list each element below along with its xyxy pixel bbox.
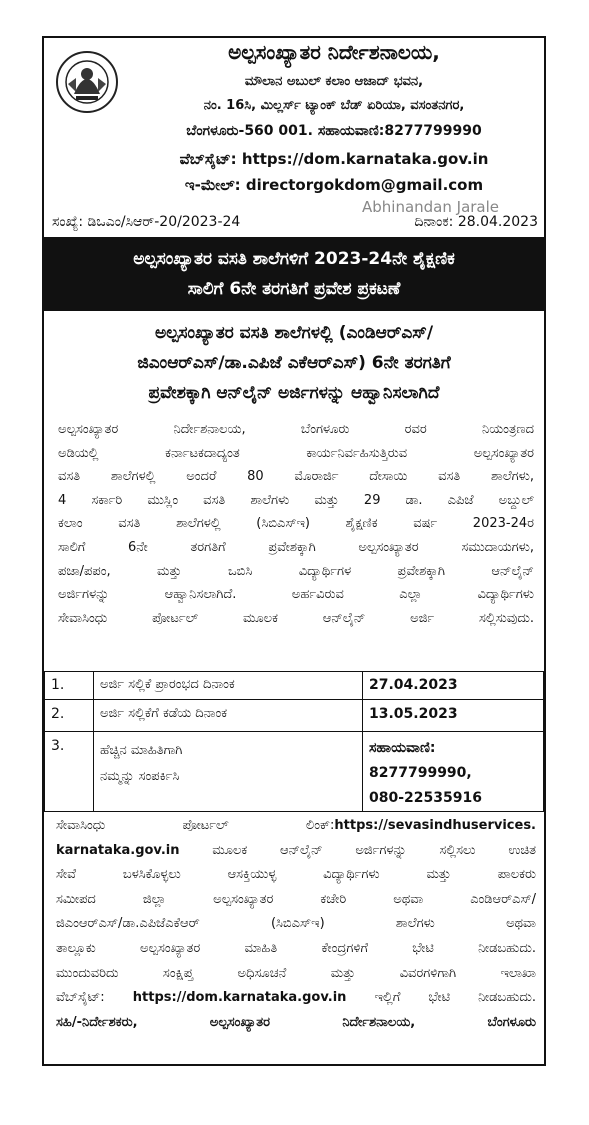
reference-number: ಸಂಖ್ಯೆ: ಡಿಒಎಂ/ಸಿಆರ್-20/2023-24: [52, 214, 241, 230]
body-line: ಪಜಾ/ಪಪಂ, ಮತ್ತು ಒಬಿಸಿ ವಿದ್ಯಾರ್ಥಿಗಳ ಪ್ರವೇಶಕ್ಕಾಗಿ ಆನ್‌ಲೈನ್: [58, 563, 534, 579]
dom-website-link[interactable]: https://dom.karnataka.gov.in: [132, 990, 347, 1006]
subheading: [44, 318, 544, 408]
body-line: 4 ಸರ್ಕಾರಿ ಮುಸ್ಲಿಂ ವಸತಿ ಶಾಲೆಗಳು ಮತ್ತು 29 ಡಾ. ಎಪಿಜೆ ಅಬ್ದುಲ್: [58, 492, 534, 508]
website-label: ವೆಬ್‌ಸೈಟ್:: [56, 990, 105, 1006]
footer-line: ಜಿಎಂಆರ್‌ಎಸ್/ಡಾ.ಎಪಿಜೆಎಕೆಆರ್ (ಸಿಬಿಎಸ್‌ಇ) ಶಾಲೆಗಳು ಅಥವಾ: [56, 916, 536, 932]
body-line: ಸಾಲಿಗೆ 6ನೇ ತರಗತಿಗೆ ಪ್ರವೇಶಕ್ಕಾಗಿ ಅಲ್ಪಸಂಖ್ಯಾತರ ಸಮುದಾಯಗಳು,: [58, 539, 534, 555]
banner-line-1: ಅಲ್ಪಸಂಖ್ಯಾತರ ವಸತಿ ಶಾಲೆಗಳಿಗೆ 2023-24ನೇ ಶೈಕ್ಷಣಿಕ: [133, 249, 455, 269]
advertisement-notice: [42, 36, 546, 1066]
watermark: Abhinandan Jarale: [362, 198, 500, 216]
schedule-table: [44, 671, 544, 812]
row-value: 13.05.2023: [363, 700, 544, 732]
website-link[interactable]: https://dom.karnataka.gov.in: [241, 150, 489, 168]
row-label: ಅರ್ಜಿ ಸಲ್ಲಿಕೆ ಪ್ರಾರಂಭದ ದಿನಾಂಕ: [94, 672, 363, 700]
address-line-1: ಮೌಲಾನ ಅಬುಲ್ ಕಲಾಂ ಆಜಾದ್ ಭವನ,: [244, 74, 424, 89]
body-line: ಕಲಾಂ ವಸತಿ ಶಾಲೆಗಳಲ್ಲಿ (ಸಿಬಿಎಸ್‌ಇ) ಶೈಕ್ಷಣಿಕ ವರ್ಷ 2023-24ರ: [58, 516, 534, 532]
subheading-line-2: ಜಿಎಂಆರ್‌ಎಸ್/ಡಾ.ಎಪಿಜೆ ಎಕೆಆರ್‌ಎಸ್) 6ನೇ ತರಗತಿಗೆ: [137, 353, 451, 373]
footer-paragraph: [56, 814, 536, 1035]
footer-line: ಸೇವೆ ಬಳಸಿಕೊಳ್ಳಲು ಆಸಕ್ತಿಯುಳ್ಳ ವಿದ್ಯಾರ್ಥಿಗಳು ಮತ್ತು ಪಾಲಕರು: [56, 867, 536, 883]
footer-line: [56, 986, 536, 1011]
reference-date: ದಿನಾಂಕ: 28.04.2023: [414, 214, 538, 230]
row-label: [94, 732, 363, 812]
row-number: 3.: [45, 732, 94, 812]
footer-text: ಮೂಲಕ ಆನ್‌ಲೈನ್ ಅರ್ಜಿಗಳನ್ನು ಸಲ್ಲಿಸಲು ಉಚಿತ: [212, 842, 536, 858]
body-line: ಅರ್ಜಿಗಳನ್ನು ಆಹ್ವಾನಿಸಲಾಗಿದೆ. ಅರ್ಹವಿರುವ ಎಲ್ಲಾ ವಿದ್ಯಾರ್ಥಿಗಳು: [58, 587, 534, 603]
helpline-number-1: 8277799990,: [369, 765, 472, 781]
banner-line-2: ಸಾಲಿಗೆ 6ನೇ ತರಗತಿಗೆ ಪ್ರವೇಶ ಪ್ರಕಟಣೆ: [187, 279, 401, 299]
footer-line: ಸಮೀಪದ ಜಿಲ್ಲಾ ಅಲ್ಪಸಂಖ್ಯಾತರ ಕಚೇರಿ ಅಥವಾ ಎಂಡಿಆರ್‌ಎಸ್/: [56, 891, 536, 907]
email-label: ಇ-ಮೇಲ್:: [184, 176, 241, 194]
address-line-3: ಬೆಂಗಳೂರು-560 001. ಸಹಾಯವಾಣಿ:8277799990: [186, 123, 482, 139]
body-line: ಅಡಿಯಲ್ಲಿ ಕರ್ನಾಟಕದಾದ್ಯಂತ ಕಾರ್ಯನಿರ್ವಹಿಸುತ್ತಿರುವ ಅಲ್ಪಸಂಖ್ಯಾತರ: [58, 445, 534, 461]
contact-label-1: ಹೆಚ್ಚಿನ ಮಾಹಿತಿಗಾಗಿ: [100, 743, 183, 758]
website-label: ವೆಬ್‌ಸೈಟ್:: [179, 150, 237, 168]
helpline-number-2: 080-22535916: [369, 790, 482, 806]
email-line: [124, 176, 544, 194]
footer-line: [56, 839, 536, 864]
sevasindhu-link-cont[interactable]: karnataka.gov.in: [56, 842, 180, 858]
row-number: 2.: [45, 700, 94, 732]
signature-line: ಸಹಿ/-ನಿರ್ದೇಶಕರು, ಅಲ್ಪಸಂಖ್ಯಾತರ ನಿರ್ದೇಶನಾಲಯ, ಬೆಂಗಳೂರು: [56, 1014, 536, 1030]
subheading-line-1: ಅಲ್ಪಸಂಖ್ಯಾತರ ವಸತಿ ಶಾಲೆಗಳಲ್ಲಿ (ಎಂಡಿಆರ್‌ಎಸ್/: [154, 323, 434, 343]
row-number: 1.: [45, 672, 94, 700]
table-row: [45, 700, 544, 732]
row-label: ಅರ್ಜಿ ಸಲ್ಲಿಕೆಗೆ ಕಡೆಯ ದಿನಾಂಕ: [94, 700, 363, 732]
address-line-2: ನಂ. 16ಸಿ, ಮಿಲ್ಲರ್ಸ್ ಟ್ಯಾಂಕ್ ಬೆಡ್ ಏರಿಯಾ, ವಸಂತನಗರ,: [203, 98, 465, 113]
footer-line: ತಾಲ್ಲೂಕು ಅಲ್ಪಸಂಖ್ಯಾತರ ಮಾಹಿತಿ ಕೇಂದ್ರಗಳಿಗೆ ಭೇಟಿ ನೀಡಬಹುದು.: [56, 940, 536, 956]
helpline-label: ಸಹಾಯವಾಣಿ:: [369, 740, 436, 756]
letterhead: [44, 38, 544, 238]
directorate-title: ಅಲ್ಪಸಂಖ್ಯಾತರ ನಿರ್ದೇಶನಾಲಯ,: [228, 40, 440, 64]
announcement-banner: [44, 237, 544, 311]
footer-line: [56, 814, 536, 839]
sevasindhu-link[interactable]: https://sevasindhuservices.: [334, 818, 536, 833]
portal-label: ಸೇವಾಸಿಂಧು ಪೋರ್ಟಲ್ ಲಿಂಕ್:: [56, 818, 335, 833]
table-row: [45, 672, 544, 700]
footer-line: ಮುಂದುವರಿದು ಸಂಕ್ಷಿಪ್ತ ಅಧಿಸೂಚನೆ ಮತ್ತು ವಿವರಗಳಿಗಾಗಿ ಇಲಾಖಾ: [56, 965, 536, 981]
table-row: [45, 732, 544, 812]
row-value: [363, 732, 544, 812]
email-link[interactable]: directorgokdom@gmail.com: [245, 176, 484, 194]
row-value: 27.04.2023: [363, 672, 544, 700]
body-line: ಸೇವಾಸಿಂಧು ಪೋರ್ಟಲ್ ಮೂಲಕ ಆನ್‌ಲೈನ್ ಅರ್ಜಿ ಸಲ್ಲಿಸುವುದು.: [58, 610, 534, 626]
website-line: [124, 150, 544, 168]
body-paragraph: [58, 418, 534, 630]
contact-label-2: ನಮ್ಮನ್ನು ಸಂಪರ್ಕಿಸಿ: [100, 769, 180, 784]
body-line: ವಸತಿ ಶಾಲೆಗಳಲ್ಲಿ ಅಂದರೆ 80 ಮೊರಾರ್ಜಿ ದೇಸಾಯಿ ವಸತಿ ಶಾಲೆಗಳು,: [58, 469, 534, 485]
subheading-line-3: ಪ್ರವೇಶಕ್ಕಾಗಿ ಆನ್‌ಲೈನ್ ಅರ್ಜಿಗಳನ್ನು ಆಹ್ವಾನಿಸಲಾಗಿದೆ: [148, 383, 440, 403]
footer-text: ಇಲ್ಲಿಗೆ ಭೇಟಿ ನೀಡಬಹುದು.: [374, 990, 537, 1006]
body-line: ಅಲ್ಪಸಂಖ್ಯಾತರ ನಿರ್ದೇಶನಾಲಯ, ಬೆಂಗಳೂರು ರವರ ನಿಯಂತ್ರಣದ: [58, 422, 534, 437]
cropped-top-edge: [0, 0, 589, 8]
karnataka-emblem-icon: [54, 44, 120, 124]
